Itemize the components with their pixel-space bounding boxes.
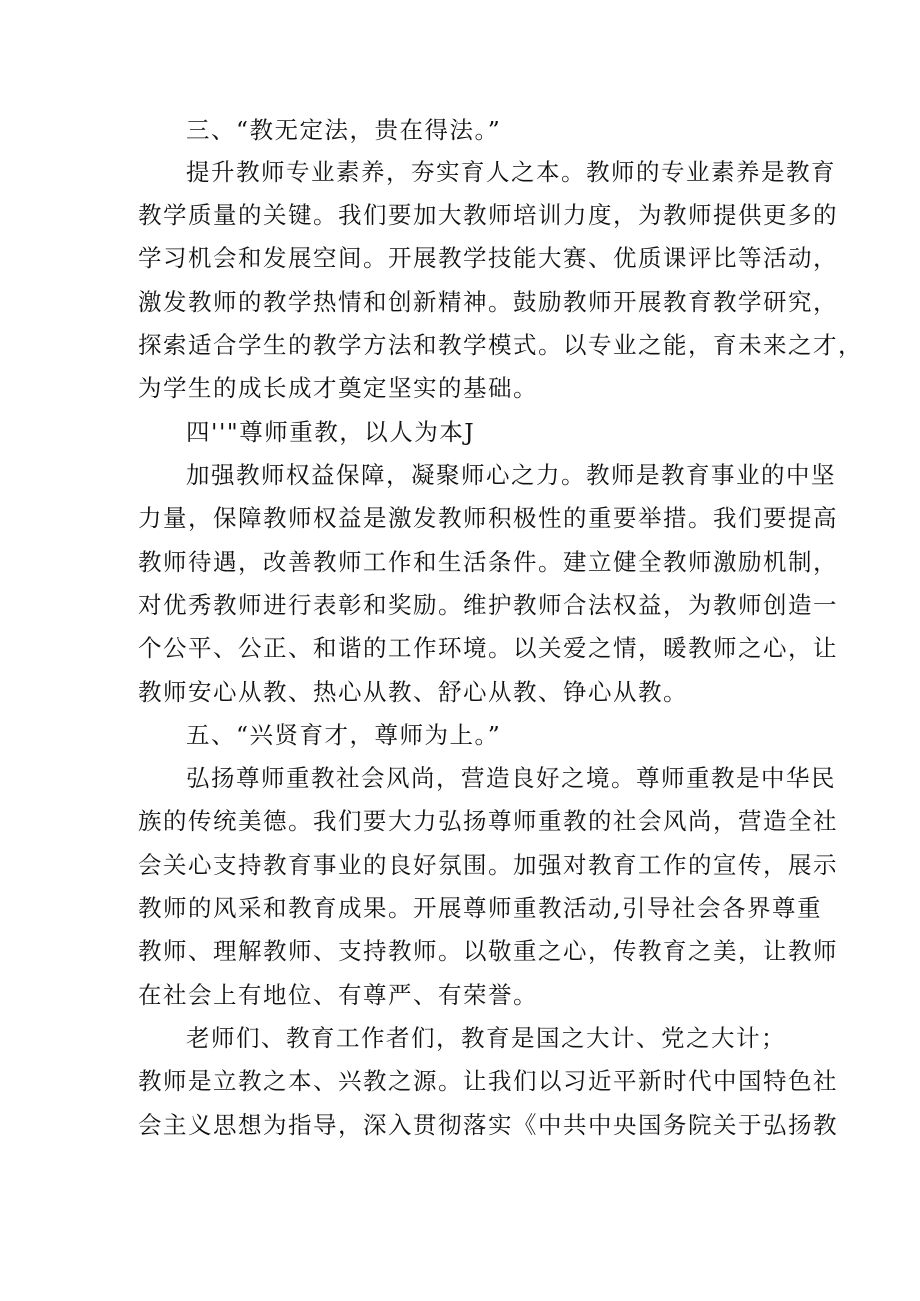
section-3-line-5: 探索适合学生的教学方法和教学模式。以专业之能，育未来之才， <box>138 331 863 359</box>
section-5-line-2: 族的传统美德。我们要大力弘扬尊师重教的社会风尚，营造全社 <box>138 807 838 835</box>
section-5-line-4: 教师的风采和教育成果。开展尊师重教活动,引导社会各界尊重 <box>138 894 822 922</box>
section-4-line-5: 个公平、公正、和谐的工作环境。以关爱之情，暖教师之心，让 <box>138 634 838 662</box>
section-3-line-6: 为学生的成长成才奠定坚实的基础。 <box>138 374 538 402</box>
section-3-line-3: 学习机会和发展空间。开展教学技能大赛、优质课评比等活动， <box>138 244 838 272</box>
section-5-line-6: 在社会上有地位、有尊严、有荣誉。 <box>138 981 538 1009</box>
section-3-line-4: 激发教师的教学热情和创新精神。鼓励教师开展教育教学研究， <box>138 288 838 316</box>
section-3-line-2: 教学质量的关键。我们要加大教师培训力度，为教师提供更多的 <box>138 201 838 229</box>
section-4-heading: 四''"尊师重教，以人为本J <box>186 418 476 446</box>
section-5-heading: 五、“兴贤育才，尊师为上。” <box>186 721 502 749</box>
section-3-line-1: 提升教师专业素养，夯实育人之本。教师的专业素养是教育 <box>186 158 836 186</box>
section-4-line-2: 力量，保障教师权益是激发教师积极性的重要举措。我们要提高 <box>138 504 838 532</box>
closing-line-2: 教师是立教之本、兴教之源。让我们以习近平新时代中国特色社 <box>138 1067 838 1095</box>
closing-line-3: 会主义思想为指导，深入贯彻落实《中共中央国务院关于弘扬教 <box>138 1111 838 1139</box>
section-5-line-5: 教师、理解教师、支持教师。以敬重之心，传教育之美，让教师 <box>138 937 838 965</box>
closing-line-1: 老师们、教育工作者们，教育是国之大计、党之大计； <box>186 1024 786 1052</box>
section-4-line-3: 教师待遇，改善教师工作和生活条件。建立健全教师激励机制， <box>138 548 838 576</box>
section-3-heading: 三、“教无定法，贵在得法。” <box>186 116 502 144</box>
section-4-line-6: 教师安心从教、热心从教、舒心从教、铮心从教。 <box>138 678 688 706</box>
section-4-line-4: 对优秀教师进行表彰和奖励。维护教师合法权益，为教师创造一 <box>138 591 838 619</box>
section-5-line-1: 弘扬尊师重教社会风尚，营造良好之境。尊师重教是中华民 <box>186 764 836 792</box>
section-4-line-1: 加强教师权益保障，凝聚师心之力。教师是教育事业的中坚 <box>186 461 836 489</box>
section-5-line-3: 会关心支持教育事业的良好氛围。加强对教育工作的宣传，展示 <box>138 851 838 879</box>
